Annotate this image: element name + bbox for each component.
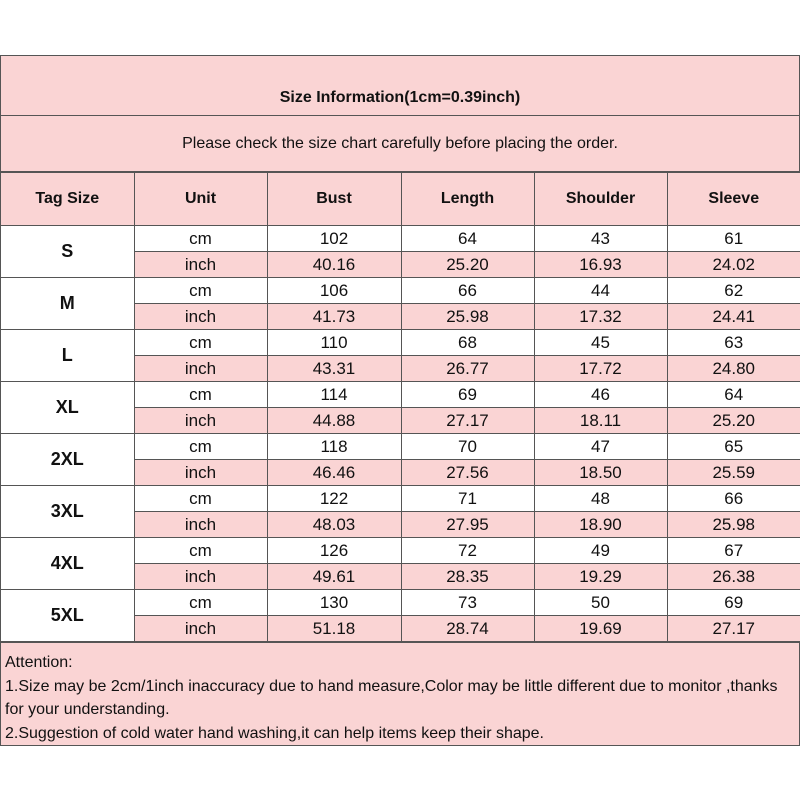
unit-cell: cm <box>134 434 267 460</box>
unit-cell: inch <box>134 512 267 538</box>
bust-cell: 43.31 <box>267 356 401 382</box>
shoulder-cell: 49 <box>534 538 667 564</box>
sleeve-cell: 25.20 <box>667 408 800 434</box>
length-cell: 27.56 <box>401 460 534 486</box>
bust-cell: 122 <box>267 486 401 512</box>
unit-cell: cm <box>134 278 267 304</box>
unit-cell: cm <box>134 382 267 408</box>
shoulder-cell: 44 <box>534 278 667 304</box>
table-row <box>1 382 800 408</box>
tag-size-cell: 5XL <box>1 590 134 642</box>
bust-cell: 102 <box>267 226 401 252</box>
length-cell: 73 <box>401 590 534 616</box>
header-shoulder: Shoulder <box>534 173 667 226</box>
sleeve-cell: 65 <box>667 434 800 460</box>
length-cell: 25.98 <box>401 304 534 330</box>
tag-size-cell: 3XL <box>1 486 134 538</box>
shoulder-cell: 17.32 <box>534 304 667 330</box>
table-row <box>1 434 800 460</box>
shoulder-cell: 16.93 <box>534 252 667 278</box>
bust-cell: 46.46 <box>267 460 401 486</box>
length-cell: 27.17 <box>401 408 534 434</box>
sleeve-cell: 26.38 <box>667 564 800 590</box>
header-unit: Unit <box>134 173 267 226</box>
length-cell: 27.95 <box>401 512 534 538</box>
sleeve-cell: 24.02 <box>667 252 800 278</box>
shoulder-cell: 45 <box>534 330 667 356</box>
sleeve-cell: 24.80 <box>667 356 800 382</box>
length-cell: 26.77 <box>401 356 534 382</box>
size-table-body <box>1 226 800 642</box>
length-cell: 69 <box>401 382 534 408</box>
sleeve-cell: 61 <box>667 226 800 252</box>
note-item: 1.Size may be 2cm/1inch inaccuracy due to hand measure,Color may be little different due to monitor ,thanks for your understanding. <box>5 677 778 718</box>
table-row <box>1 226 800 252</box>
shoulder-cell: 17.72 <box>534 356 667 382</box>
bust-cell: 118 <box>267 434 401 460</box>
bust-cell: 130 <box>267 590 401 616</box>
bust-cell: 40.16 <box>267 252 401 278</box>
sleeve-cell: 66 <box>667 486 800 512</box>
length-cell: 70 <box>401 434 534 460</box>
shoulder-cell: 19.69 <box>534 616 667 642</box>
header-row <box>1 173 800 226</box>
unit-cell: inch <box>134 304 267 330</box>
length-cell: 68 <box>401 330 534 356</box>
header-sleeve: Sleeve <box>667 173 800 226</box>
tag-size-cell: S <box>1 226 134 278</box>
shoulder-cell: 18.11 <box>534 408 667 434</box>
length-cell: 28.35 <box>401 564 534 590</box>
table-row <box>1 486 800 512</box>
length-cell: 25.20 <box>401 252 534 278</box>
attention-notes <box>1 642 799 745</box>
note-item: 2.Suggestion of cold water hand washing,it can help items keep their shape. <box>5 724 544 742</box>
tag-size-cell: XL <box>1 382 134 434</box>
tag-size-cell: L <box>1 330 134 382</box>
shoulder-cell: 46 <box>534 382 667 408</box>
header-length: Length <box>401 173 534 226</box>
chart-subtitle: Please check the size chart carefully before placing the order. <box>1 116 799 172</box>
bust-cell: 51.18 <box>267 616 401 642</box>
shoulder-cell: 47 <box>534 434 667 460</box>
shoulder-cell: 18.90 <box>534 512 667 538</box>
unit-cell: inch <box>134 252 267 278</box>
length-cell: 66 <box>401 278 534 304</box>
shoulder-cell: 50 <box>534 590 667 616</box>
bust-cell: 106 <box>267 278 401 304</box>
unit-cell: cm <box>134 226 267 252</box>
unit-cell: cm <box>134 538 267 564</box>
table-row <box>1 590 800 616</box>
table-row <box>1 330 800 356</box>
unit-cell: inch <box>134 460 267 486</box>
table-row <box>1 538 800 564</box>
bust-cell: 41.73 <box>267 304 401 330</box>
length-cell: 28.74 <box>401 616 534 642</box>
sleeve-cell: 27.17 <box>667 616 800 642</box>
tag-size-cell: M <box>1 278 134 330</box>
sleeve-cell: 24.41 <box>667 304 800 330</box>
sleeve-cell: 64 <box>667 382 800 408</box>
sleeve-cell: 25.59 <box>667 460 800 486</box>
sleeve-cell: 25.98 <box>667 512 800 538</box>
bust-cell: 110 <box>267 330 401 356</box>
unit-cell: inch <box>134 616 267 642</box>
sleeve-cell: 63 <box>667 330 800 356</box>
header-tag-size: Tag Size <box>1 173 134 226</box>
bust-cell: 48.03 <box>267 512 401 538</box>
sleeve-cell: 67 <box>667 538 800 564</box>
size-table <box>1 172 800 642</box>
sleeve-cell: 69 <box>667 590 800 616</box>
notes-heading: Attention: <box>5 654 73 671</box>
length-cell: 64 <box>401 226 534 252</box>
tag-size-cell: 2XL <box>1 434 134 486</box>
size-chart <box>0 55 800 746</box>
shoulder-cell: 43 <box>534 226 667 252</box>
unit-cell: cm <box>134 330 267 356</box>
bust-cell: 114 <box>267 382 401 408</box>
tag-size-cell: 4XL <box>1 538 134 590</box>
shoulder-cell: 18.50 <box>534 460 667 486</box>
unit-cell: cm <box>134 590 267 616</box>
shoulder-cell: 48 <box>534 486 667 512</box>
length-cell: 72 <box>401 538 534 564</box>
bust-cell: 49.61 <box>267 564 401 590</box>
sleeve-cell: 62 <box>667 278 800 304</box>
header-bust: Bust <box>267 173 401 226</box>
unit-cell: inch <box>134 356 267 382</box>
shoulder-cell: 19.29 <box>534 564 667 590</box>
length-cell: 71 <box>401 486 534 512</box>
bust-cell: 44.88 <box>267 408 401 434</box>
unit-cell: cm <box>134 486 267 512</box>
unit-cell: inch <box>134 564 267 590</box>
chart-title: Size Information(1cm=0.39inch) <box>1 56 799 116</box>
table-row <box>1 278 800 304</box>
bust-cell: 126 <box>267 538 401 564</box>
unit-cell: inch <box>134 408 267 434</box>
